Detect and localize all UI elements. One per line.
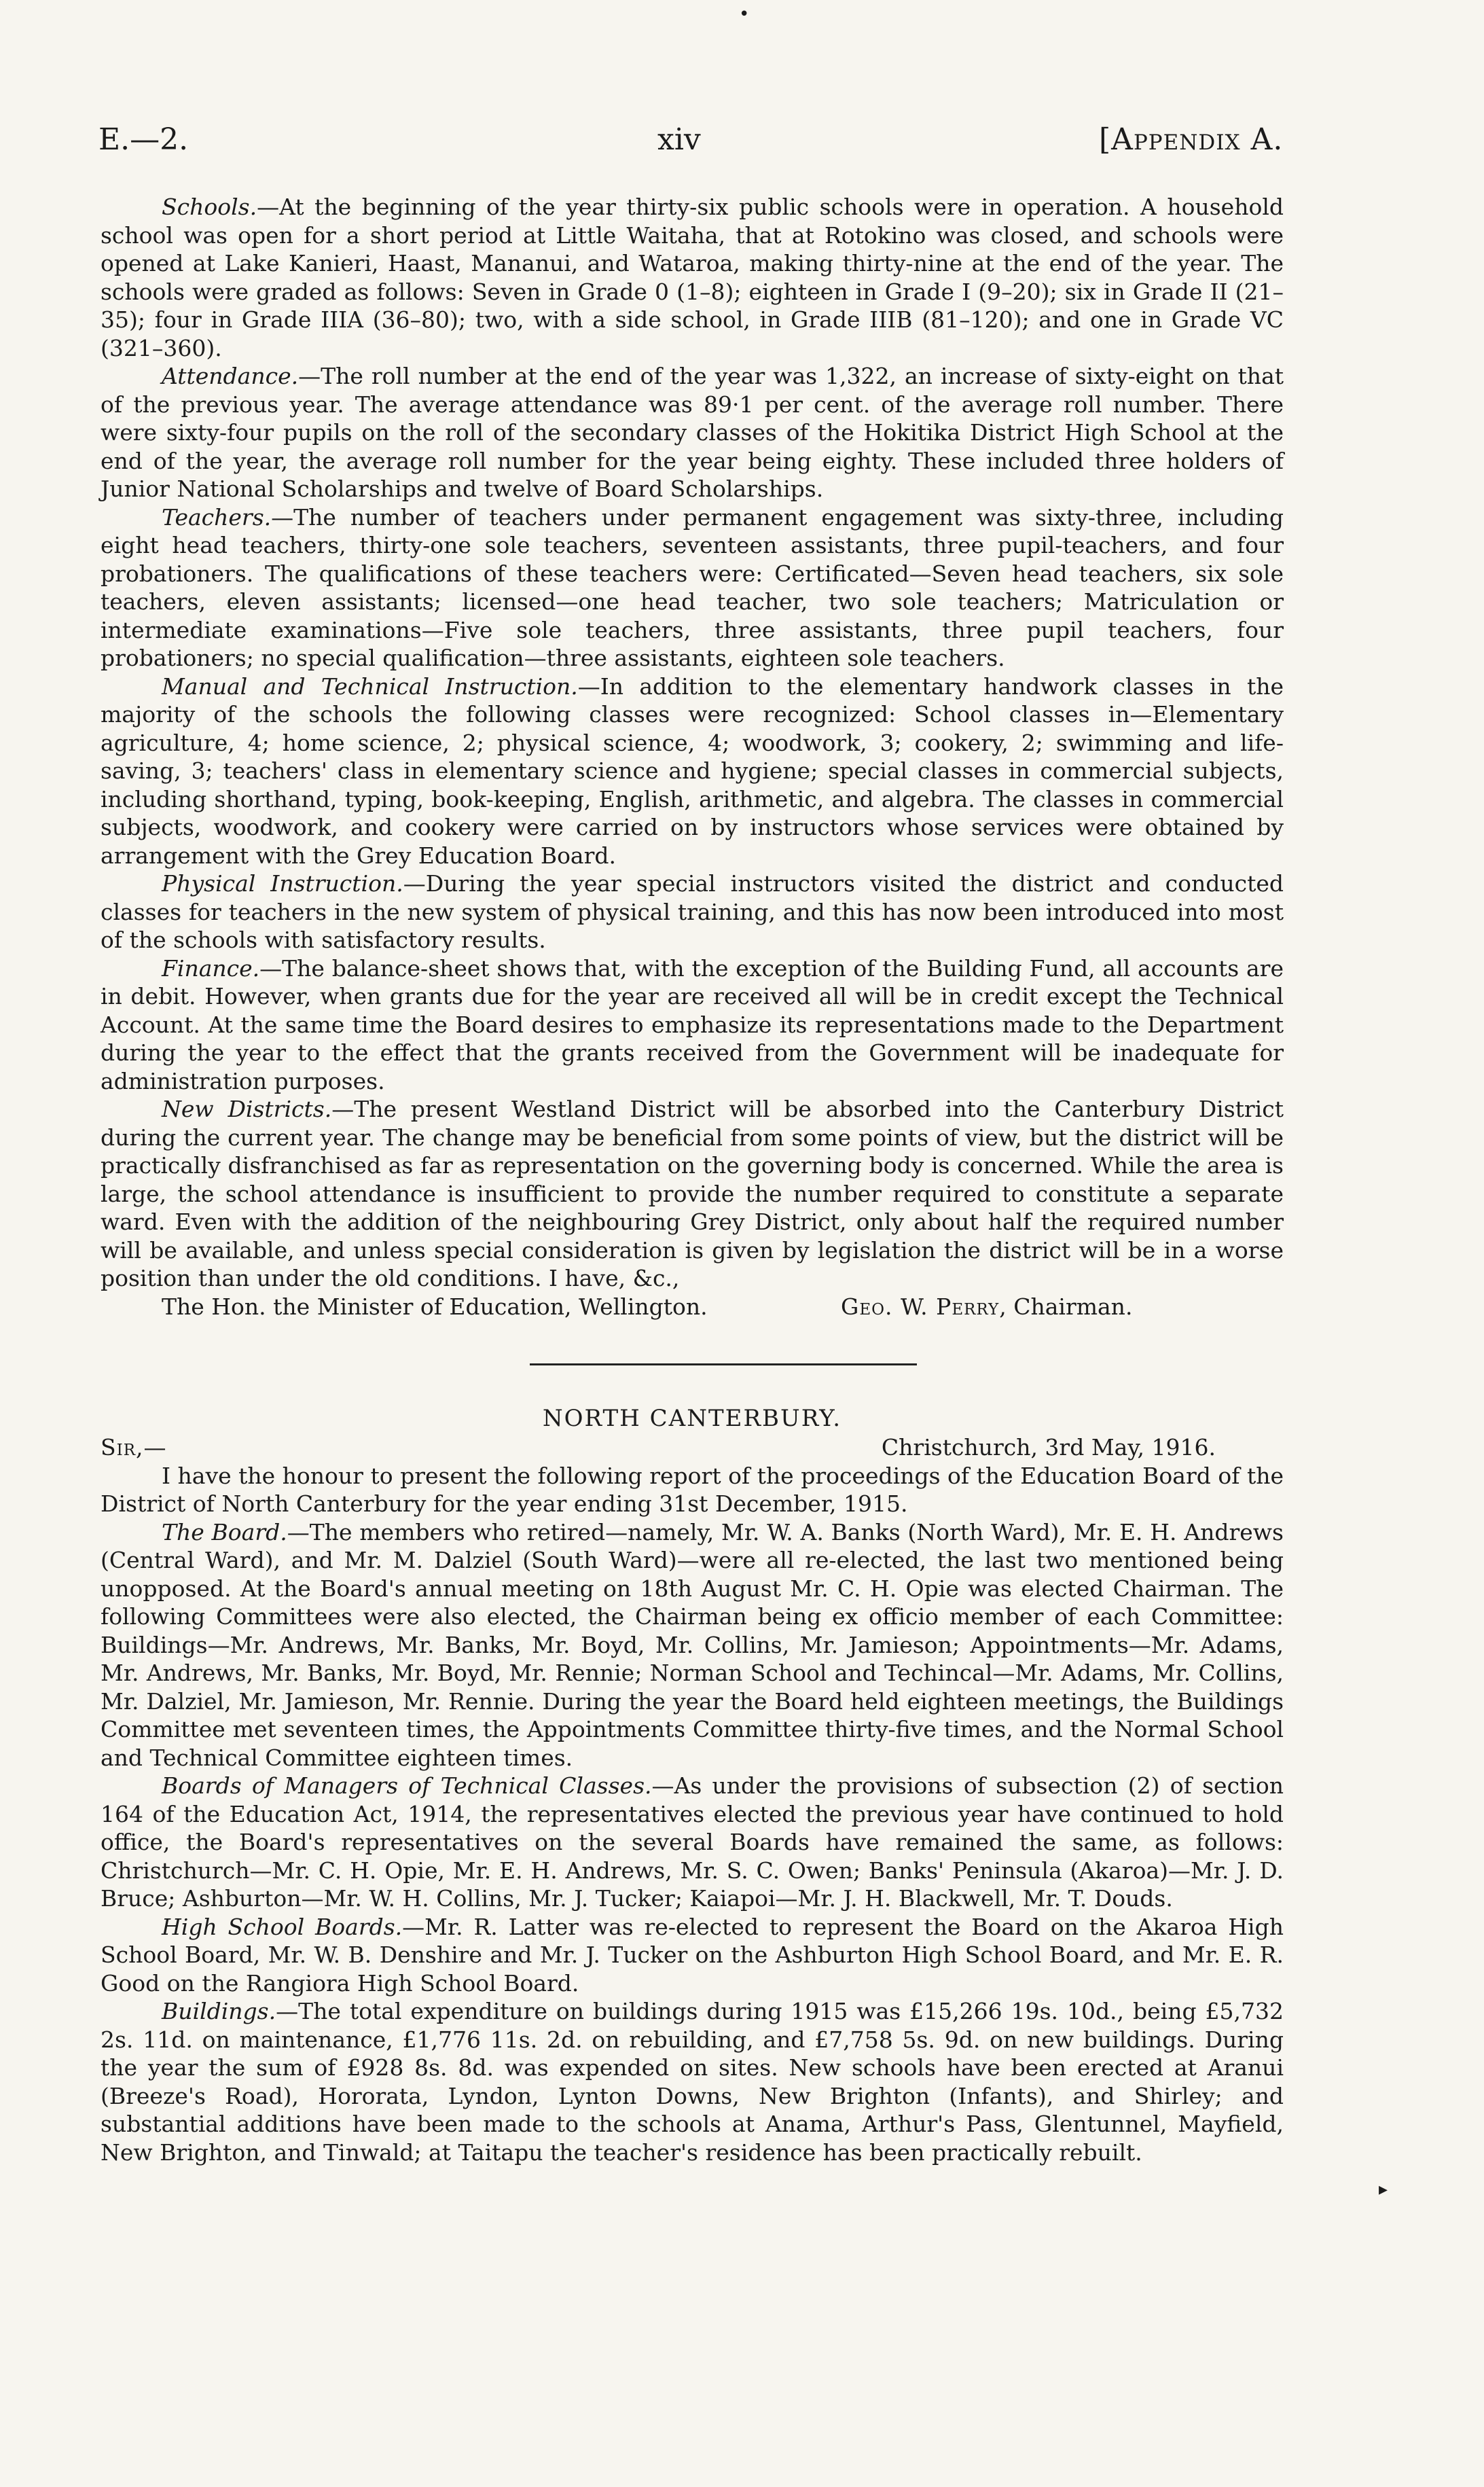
- header-page-number: xiv: [657, 122, 701, 157]
- salutation: Sir,—: [101, 1434, 167, 1461]
- paragraph-attendance: Attendance.—The roll number at the end of the year was 1,322, an increase of sixty-eight on that of the previous year. The average attendance was 89·1 per cent. of the average roll number. There were sixty-four pupils on the roll of the secondary classes of the Hokitika District High School at the end of the year, the average roll number for the year being eighty. These included three holders of Junior National Scholarships and twelve of Board Scholarships.: [101, 363, 1284, 502]
- report-date: Christchurch, 3rd May, 1916.: [881, 1434, 1216, 1461]
- section-divider: [530, 1363, 917, 1365]
- addressee: The Hon. the Minister of Education, Wellington.: [162, 1293, 708, 1320]
- section-title: NORTH CANTERBURY.: [542, 1405, 842, 1432]
- paragraph-finance: Finance.—The balance-sheet shows that, with the exception of the Building Fund, all accounts are in debit. However, when grants due for the year are received all will be in credit except the Technical Account. At the same time the Board desires to emphasize its representations made to the Department during the year to the effect that the grants received from the Government will be inadequate for administration purposes.: [101, 954, 1284, 1094]
- westland-report-body: [101, 193, 1284, 1321]
- paragraph-boards-of-managers: Boards of Managers of Technical Classes.—As under the provisions of subsection (2) of section 164 of the Education Act, 1914, the representatives elected the previous year have continued to hold office, the Board's representatives on the several Boards have remained the same, as follows: Christchurch—Mr. C. H. Opie, Mr. E. H. Andrews, Mr. S. C. Owen; Banks' Peninsula (Akaroa)—Mr. J. D. Bruce; Ashburton—Mr. W. H. Collins, Mr. J. Tucker; Kaiapoi—Mr. J. H. Blackwell, Mr. T. Douds.: [101, 1772, 1284, 1912]
- paragraph-the-board: The Board.—The members who retired—namely, Mr. W. A. Banks (North Ward), Mr. E. H. Andrews (Central Ward), and Mr. M. Dalziel (South Ward)—were all re-elected, the last two mentioned being unopposed. At the Board's annual meeting on 18th August Mr. C. H. Opie was elected Chairman. The following Committees were also elected, the Chairman being ex officio member of each Committee: Buildings—Mr. Andrews, Mr. Banks, Mr. Boyd, Mr. Collins, Mr. Jamieson; Appointments—Mr. Adams, Mr. Andrews, Mr. Banks, Mr. Boyd, Mr. Rennie; Norman School and Techincal—Mr. Adams, Mr. Collins, Mr. Dalziel, Mr. Jamieson, Mr. Rennie. During the year the Board held eighteen meetings, the Buildings Committee met seventeen times, the Appointments Committee thirty-five times, and the Normal School and Technical Committee eighteen times.: [101, 1518, 1284, 1771]
- paragraph-physical-instruction: Physical Instruction.—During the year special instructors visited the district and conducted classes for teachers in the new system of physical training, and this has now been introduced into most of the schools with satisfactory results.: [101, 870, 1284, 953]
- paragraph-intro: I have the honour to present the following report of the proceedings of the Education Board of the District of North Canterbury for the year ending 31st December, 1915.: [101, 1462, 1284, 1517]
- printer-mark-top: •: [739, 4, 750, 24]
- signatory: [841, 1293, 1132, 1321]
- header-appendix: [Appendix A.: [1099, 122, 1284, 157]
- north-canterbury-report-body: [101, 1433, 1284, 2166]
- paragraph-buildings: Buildings.—The total expenditure on buildings during 1915 was £15,266 19s. 10d., being £5,732 2s. 11d. on maintenance, £1,776 11s. 2d. on rebuilding, and £7,758 5s. 9d. on new buildings. During the year the sum of £928 8s. 8d. was expended on sites. New schools have been erected at Aranui (Breeze's Road), Hororata, Lyndon, Lynton Downs, New Brighton (Infants), and Shirley; and substantial additions have been made to the schools at Anama, Arthur's Pass, Glentunnel, Mayfield, New Brighton, and Tinwald; at Taitapu the teacher's residence has been practically rebuilt.: [101, 1998, 1284, 2166]
- margin-mark: ▸: [1379, 2179, 1388, 2200]
- signatory-name: Geo. W. Perry: [841, 1293, 1000, 1320]
- paragraph-teachers: Teachers.—The number of teachers under permanent engagement was sixty-three, including eight head teachers, thirty-one sole teachers, seventeen assistants, three pupil-teachers, and four probationers. The qualifications of these teachers were: Certificated—Seven head teachers, six sole teachers, eleven assistants; licensed—one head teacher, two sole teachers; Matriculation or intermediate examinations—Five sole teachers, three assistants, three pupil teachers, four probationers; no special qualification—three assistants, eighteen sole teachers.: [101, 503, 1284, 671]
- salutation-line: [101, 1433, 1284, 1462]
- paragraph-high-school-boards: High School Boards.—Mr. R. Latter was re-elected to represent the Board on the Akaroa High School Board, Mr. W. B. Denshire and Mr. J. Tucker on the Ashburton High School Board, and Mr. E. R. Good on the Rangiora High School Board.: [101, 1913, 1284, 1997]
- header-reference: E.—2.: [98, 122, 189, 157]
- paragraph-manual-technical: Manual and Technical Instruction.—In addition to the elementary handwork classes in the majority of the schools the following classes were recognized: School classes in—Elementary agriculture, 4; home science, 2; physical science, 4; woodwork, 3; cookery, 2; swimming and life-saving, 3; teachers' class in elementary science and hygiene; special classes in commercial subjects, including shorthand, typing, book-keeping, English, arithmetic, and algebra. The classes in commercial subjects, woodwork, and cookery were carried on by instructors whose services were obtained by arrangement with the Grey Education Board.: [101, 673, 1284, 869]
- signature-line: [101, 1293, 1284, 1321]
- paragraph-schools: Schools.—At the beginning of the year thirty-six public schools were in operation. A household school was open for a short period at Little Waitaha, that at Rotokino was closed, and schools were opened at Lake Kanieri, Haast, Mananui, and Wataroa, making thirty-nine at the end of the year. The schools were graded as follows: Seven in Grade 0 (1–8); eighteen in Grade I (9–20); six in Grade II (21–35); four in Grade IIIA (36–80); two, with a side school, in Grade IIIB (81–120); and one in Grade VC (321–360).: [101, 194, 1284, 361]
- signatory-title: , Chairman.: [999, 1293, 1133, 1320]
- paragraph-new-districts: New Districts.—The present Westland District will be absorbed into the Canterbury District during the current year. The change may be beneficial from some points of view, but the district will be practically disfranchised as far as representation on the governing body is concerned. While the area is large, the school attendance is insufficient to provide the number required to constitute a separate ward. Even with the addition of the neighbouring Grey District, only about half the required number will be available, and unless special consideration is given by legislation the district will be in a worse position than under the old conditions. I have, &c.,: [101, 1096, 1284, 1291]
